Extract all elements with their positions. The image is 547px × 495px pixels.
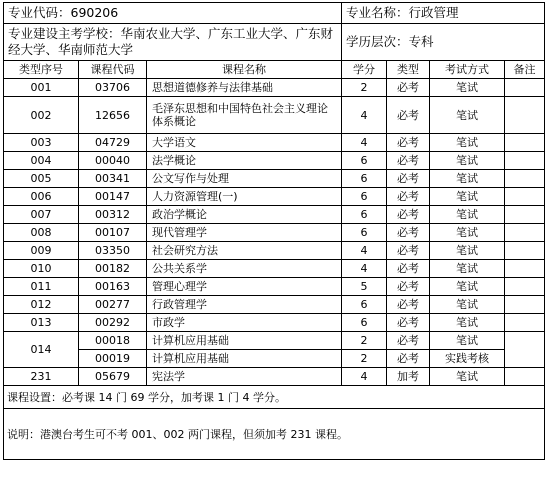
cell-seq: 011 [4,278,79,296]
cell-code: 00341 [79,170,147,188]
footer-note-row [4,409,545,460]
cell-exam: 笔试 [430,97,505,134]
cell-code: 00292 [79,314,147,332]
cell-credit: 6 [342,152,387,170]
table-row [4,350,545,368]
cell-type: 必考 [387,188,430,206]
cell-credit: 2 [342,350,387,368]
cell-seq: 002 [4,97,79,134]
table-row [4,152,545,170]
cell-credit: 6 [342,188,387,206]
cell-seq: 231 [4,368,79,386]
cell-type: 必考 [387,278,430,296]
cell-name: 社会研究方法 [147,242,342,260]
cell-note [505,278,545,296]
cell-seq: 004 [4,152,79,170]
cell-type: 必考 [387,296,430,314]
table-row [4,260,545,278]
cell-exam: 笔试 [430,170,505,188]
cell-code: 12656 [79,97,147,134]
cell-seq: 010 [4,260,79,278]
cell-note [505,296,545,314]
col-header-type: 类型 [387,61,430,79]
table-row [4,206,545,224]
host-schools: 专业建设主考学校：华南农业大学、广东工业大学、广东财经大学、华南师范大学 [4,24,342,61]
cell-note [505,242,545,260]
table-row [4,368,545,386]
table-row [4,278,545,296]
cell-seq: 003 [4,134,79,152]
cell-type: 必考 [387,332,430,350]
cell-note [505,260,545,278]
cell-note [505,188,545,206]
cell-credit: 2 [342,332,387,350]
course-plan-table [3,2,545,460]
cell-type: 必考 [387,170,430,188]
cell-code: 00277 [79,296,147,314]
table-row [4,79,545,97]
header-row-1 [4,3,545,24]
col-header-code: 课程代码 [79,61,147,79]
cell-note [505,170,545,188]
cell-name: 宪法学 [147,368,342,386]
cell-note [505,368,545,386]
cell-type: 必考 [387,206,430,224]
col-header-note: 备注 [505,61,545,79]
cell-exam: 笔试 [430,188,505,206]
cell-code: 00018 [79,332,147,350]
cell-seq: 014 [4,332,79,368]
cell-seq: 013 [4,314,79,332]
cell-code: 00182 [79,260,147,278]
cell-name: 政治学概论 [147,206,342,224]
cell-name: 毛泽东思想和中国特色社会主义理论体系概论 [147,97,342,134]
header-row-2 [4,24,545,61]
cell-exam: 笔试 [430,134,505,152]
cell-exam: 实践考核 [430,350,505,368]
cell-type: 必考 [387,314,430,332]
cell-type: 加考 [387,368,430,386]
cell-type: 必考 [387,97,430,134]
cell-name: 市政学 [147,314,342,332]
cell-credit: 6 [342,170,387,188]
cell-exam: 笔试 [430,242,505,260]
cell-exam: 笔试 [430,332,505,350]
course-settings-summary: 课程设置：必考课 14 门 69 学分，加考课 1 门 4 学分。 [4,386,545,409]
cell-name: 法学概论 [147,152,342,170]
cell-code: 00163 [79,278,147,296]
cell-credit: 4 [342,368,387,386]
cell-type: 必考 [387,224,430,242]
cell-name: 计算机应用基础 [147,332,342,350]
cell-note [505,332,545,368]
cell-exam: 笔试 [430,296,505,314]
cell-type: 必考 [387,134,430,152]
cell-code: 00147 [79,188,147,206]
cell-code: 00107 [79,224,147,242]
cell-seq: 008 [4,224,79,242]
cell-code: 00040 [79,152,147,170]
cell-credit: 4 [342,97,387,134]
cell-credit: 4 [342,134,387,152]
cell-name: 公文写作与处理 [147,170,342,188]
major-name: 专业名称：行政管理 [342,3,545,24]
cell-exam: 笔试 [430,314,505,332]
cell-exam: 笔试 [430,368,505,386]
table-row [4,224,545,242]
col-header-name: 课程名称 [147,61,342,79]
cell-exam: 笔试 [430,278,505,296]
education-level: 学历层次：专科 [342,24,545,61]
table-row [4,296,545,314]
cell-code: 03350 [79,242,147,260]
cell-name: 行政管理学 [147,296,342,314]
cell-code: 00019 [79,350,147,368]
cell-exam: 笔试 [430,79,505,97]
cell-note [505,152,545,170]
table-row [4,134,545,152]
cell-code: 05679 [79,368,147,386]
table-row [4,188,545,206]
cell-code: 03706 [79,79,147,97]
cell-type: 必考 [387,260,430,278]
table-row [4,314,545,332]
cell-note [505,314,545,332]
cell-note [505,134,545,152]
cell-note [505,97,545,134]
column-header-row [4,61,545,79]
cell-type: 必考 [387,350,430,368]
cell-credit: 6 [342,296,387,314]
cell-code: 00312 [79,206,147,224]
cell-seq: 005 [4,170,79,188]
col-header-seq: 类型序号 [4,61,79,79]
cell-seq: 006 [4,188,79,206]
cell-name: 大学语文 [147,134,342,152]
cell-exam: 笔试 [430,206,505,224]
table-row [4,97,545,134]
cell-code: 04729 [79,134,147,152]
cell-name: 现代管理学 [147,224,342,242]
cell-note [505,206,545,224]
cell-name: 人力资源管理(一) [147,188,342,206]
cell-seq: 012 [4,296,79,314]
cell-name: 管理心理学 [147,278,342,296]
cell-type: 必考 [387,152,430,170]
cell-credit: 6 [342,206,387,224]
col-header-credit: 学分 [342,61,387,79]
table-row [4,170,545,188]
cell-type: 必考 [387,79,430,97]
cell-credit: 2 [342,79,387,97]
cell-exam: 笔试 [430,224,505,242]
cell-credit: 5 [342,278,387,296]
footer-settings-row [4,386,545,409]
cell-credit: 4 [342,242,387,260]
cell-seq: 009 [4,242,79,260]
cell-exam: 笔试 [430,152,505,170]
table-row [4,332,545,350]
cell-exam: 笔试 [430,260,505,278]
cell-name: 公共关系学 [147,260,342,278]
cell-credit: 6 [342,224,387,242]
cell-name: 思想道德修养与法律基础 [147,79,342,97]
cell-name: 计算机应用基础 [147,350,342,368]
cell-seq: 007 [4,206,79,224]
table-row [4,242,545,260]
cell-type: 必考 [387,242,430,260]
cell-credit: 4 [342,260,387,278]
cell-note [505,79,545,97]
cell-note [505,224,545,242]
explanation-note: 说明：港澳台考生可不考 001、002 两门课程，但须加考 231 课程。 [4,409,545,460]
col-header-exam: 考试方式 [430,61,505,79]
cell-credit: 6 [342,314,387,332]
cell-seq: 001 [4,79,79,97]
major-code: 专业代码：690206 [4,3,342,24]
